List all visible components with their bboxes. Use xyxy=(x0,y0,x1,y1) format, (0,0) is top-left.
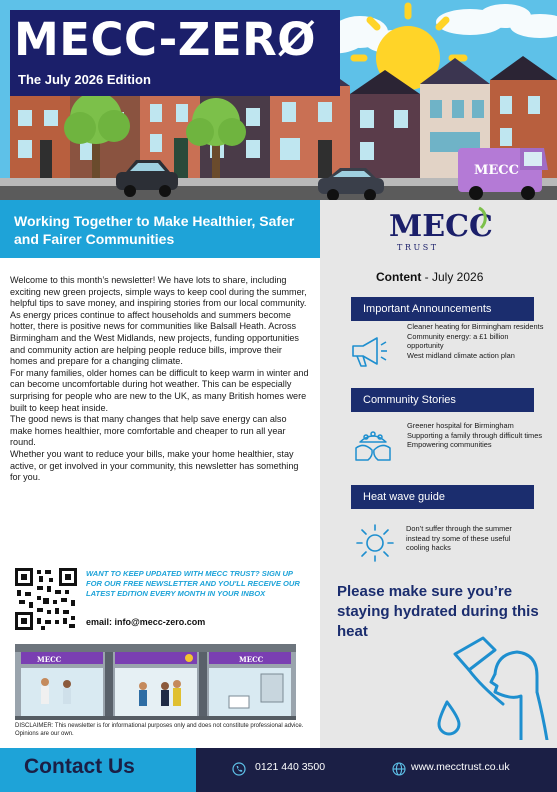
heatwave-list xyxy=(406,524,526,553)
list-item[interactable]: Empowering communities xyxy=(407,440,492,450)
contact-us-heading: Contact Us xyxy=(24,755,135,778)
drinking-water-icon xyxy=(425,630,553,740)
section-heading-announcements[interactable]: Important Announcements xyxy=(351,297,534,321)
edition-label: The July 2026 Edition xyxy=(18,72,151,87)
contents-heading xyxy=(376,270,483,284)
intro-paragraph: The good news is that many changes that help save energy can also make homes healthier, more comfortable and cheaper to run all year round. xyxy=(10,414,287,448)
list-item[interactable]: West midland climate action plan xyxy=(407,350,515,360)
shop-sign-left: MECC xyxy=(37,655,62,664)
disclaimer: DISCLAIMER: This newsletter is for informational purposes only and does not constitute professional advice. Opinions are our own. xyxy=(15,723,304,737)
hydration-message: Please make sure you’re staying hydrated during this heat xyxy=(337,583,539,640)
contents-date: - July 2026 xyxy=(421,270,484,284)
phone-icon xyxy=(232,762,246,776)
footer-website[interactable]: www.mecctrust.co.uk xyxy=(411,761,510,773)
newsletter-signup-cta: WANT TO KEEP UPDATED WITH MECC TRUST? SIGN UP FOR OUR FREE NEWSLETTER AND YOU'LL RECEIVE OUR LATEST EDITION EVERY MONTH IN YOUR INBOX xyxy=(86,569,300,598)
section-heading-heatwave[interactable]: Heat wave guide xyxy=(351,485,534,509)
shopfront-illustration xyxy=(15,644,296,720)
list-item[interactable]: Cleaner heating for Birmingham residents xyxy=(407,322,544,331)
mecc-trust-logo xyxy=(383,204,501,254)
globe-icon xyxy=(392,762,406,776)
list-item[interactable]: Don’t suffer through the summer instead try some of these useful cooling hacks xyxy=(406,524,512,553)
newsletter-title: MECC-ZERØ xyxy=(14,13,317,66)
intro-paragraph: Welcome to this month’s newsletter! We have lots to share, including exciting new green projects, simple ways to keep cool during the summer, helpful tips to save money, and inspiring stories from our local community. xyxy=(10,275,307,309)
list-item[interactable]: Greener hospital for Birmingham xyxy=(407,421,514,430)
footer-phone[interactable]: 0121 440 3500 xyxy=(255,761,326,773)
list-item[interactable]: Community energy: a £1 billion opportunity xyxy=(407,331,509,351)
intro-paragraph: As energy prices continue to affect households and summers become hotter, there is positive news for communities like Balsall Heath. Across Birmingham and the West Midlands, new projects, funding opportunities and community action are helping people reduce bills, improve their homes and prepare for a changing climate. xyxy=(10,309,299,367)
section-heading-community[interactable]: Community Stories xyxy=(351,388,534,412)
header-illustration xyxy=(0,0,557,200)
shop-sign-right: MECC xyxy=(239,655,264,664)
intro-paragraph: Whether you want to reduce your bills, make your home healthier, stay active, or get involved in your community, this newsletter has something for you. xyxy=(10,448,299,483)
logo-subtitle: T R U S T xyxy=(397,243,437,252)
van-label: MECC xyxy=(474,163,519,178)
sun-icon xyxy=(354,522,396,564)
megaphone-icon xyxy=(347,330,389,372)
logo-wordmark: MECC xyxy=(389,209,493,244)
qr-code-icon[interactable] xyxy=(15,568,77,630)
intro-text xyxy=(10,275,310,484)
mission-heading: Working Together to Make Healthier, Safer and Fairer Communities xyxy=(14,213,295,247)
list-item[interactable]: Supporting a family through difficult times xyxy=(407,430,543,440)
announcements-list xyxy=(407,322,547,360)
contents-label: Content xyxy=(376,270,422,284)
intro-paragraph: For many families, older homes can be difficult to keep warm in winter and can become uncomfortable during hot weather. This can be especially surprising for people who are new to the UK, as many British homes were built to keep heat inside. xyxy=(10,367,309,413)
contact-email[interactable]: email: info@mecc-zero.com xyxy=(86,617,206,627)
community-stories-list xyxy=(407,421,547,450)
community-hands-icon xyxy=(352,424,394,466)
